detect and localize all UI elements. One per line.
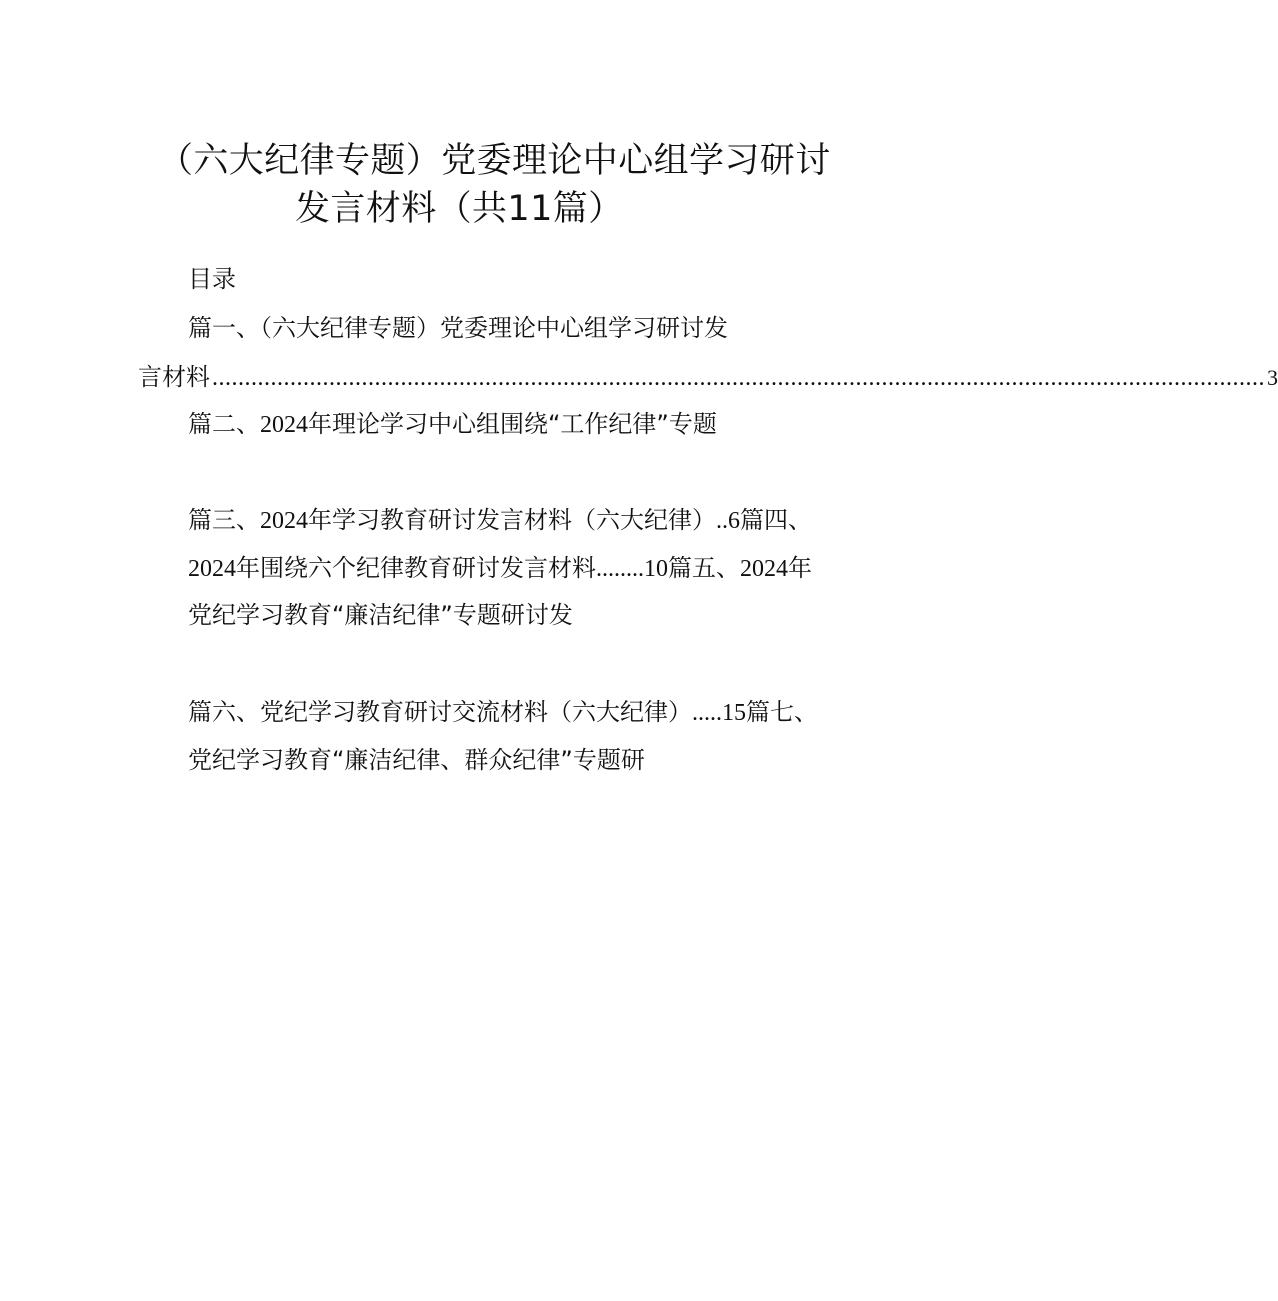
toc-entry-5-year: 2024 [740,556,788,582]
toc-entry-1-line-2 [138,362,1278,393]
toc-entry-3-text: 年学习教育研讨发言材料（六大纪律） [308,506,716,534]
toc-entry-2-prefix: 篇二、 [188,410,260,438]
toc-entry-1-leader: .................................................................................................................................................................. [212,365,1265,391]
toc-entry-3-line-1 [188,505,812,536]
toc-entry-5-prefix: 篇五、 [668,554,740,582]
toc-entry-4-year: 2024 [188,556,236,582]
toc-heading: 目录 [188,265,236,293]
document-title-line-1: （六大纪律专题）党委理论中心组学习研讨 [158,141,831,181]
toc-entry-5-text-start: 年 [788,554,812,582]
toc-entry-2-text: 年理论学习中心组围绕“工作纪律”专题 [308,410,717,438]
toc-entry-1-page-number: 3 [1267,365,1278,390]
toc-entry-3-line-3: 党纪学习教育“廉洁纪律”专题研讨发 [188,601,573,629]
toc-entry-2-year: 2024 [260,412,308,438]
toc-entry-6-text: 篇六、党纪学习教育研讨交流材料（六大纪律） [188,698,692,726]
toc-entry-3-prefix: 篇三、 [188,506,260,534]
document-title-line-2: 发言材料（共11篇） [295,189,624,229]
toc-entry-7-line-2: 党纪学习教育“廉洁纪律、群众纪律”专题研 [188,746,645,774]
toc-entry-1-line-1: 篇一、（六大纪律专题）党委理论中心组学习研讨发 [188,314,728,342]
toc-entry-4-prefix: 篇四、 [740,506,812,534]
toc-entry-4-text: 年围绕六个纪律教育研讨发言材料 [236,554,596,582]
toc-entry-3-year: 2024 [260,508,308,534]
toc-entry-4-page-number: ........10 [596,556,668,582]
toc-entry-3-line-2 [188,553,812,584]
toc-entry-6-page-number: .....15 [692,700,746,726]
toc-entry-3-page-number: ..6 [716,508,740,534]
toc-entry-2 [188,409,717,440]
toc-entry-6-line-1 [188,697,818,728]
toc-entry-7-prefix: 篇七、 [746,698,818,726]
toc-entry-1-text: 言材料 [138,363,210,391]
